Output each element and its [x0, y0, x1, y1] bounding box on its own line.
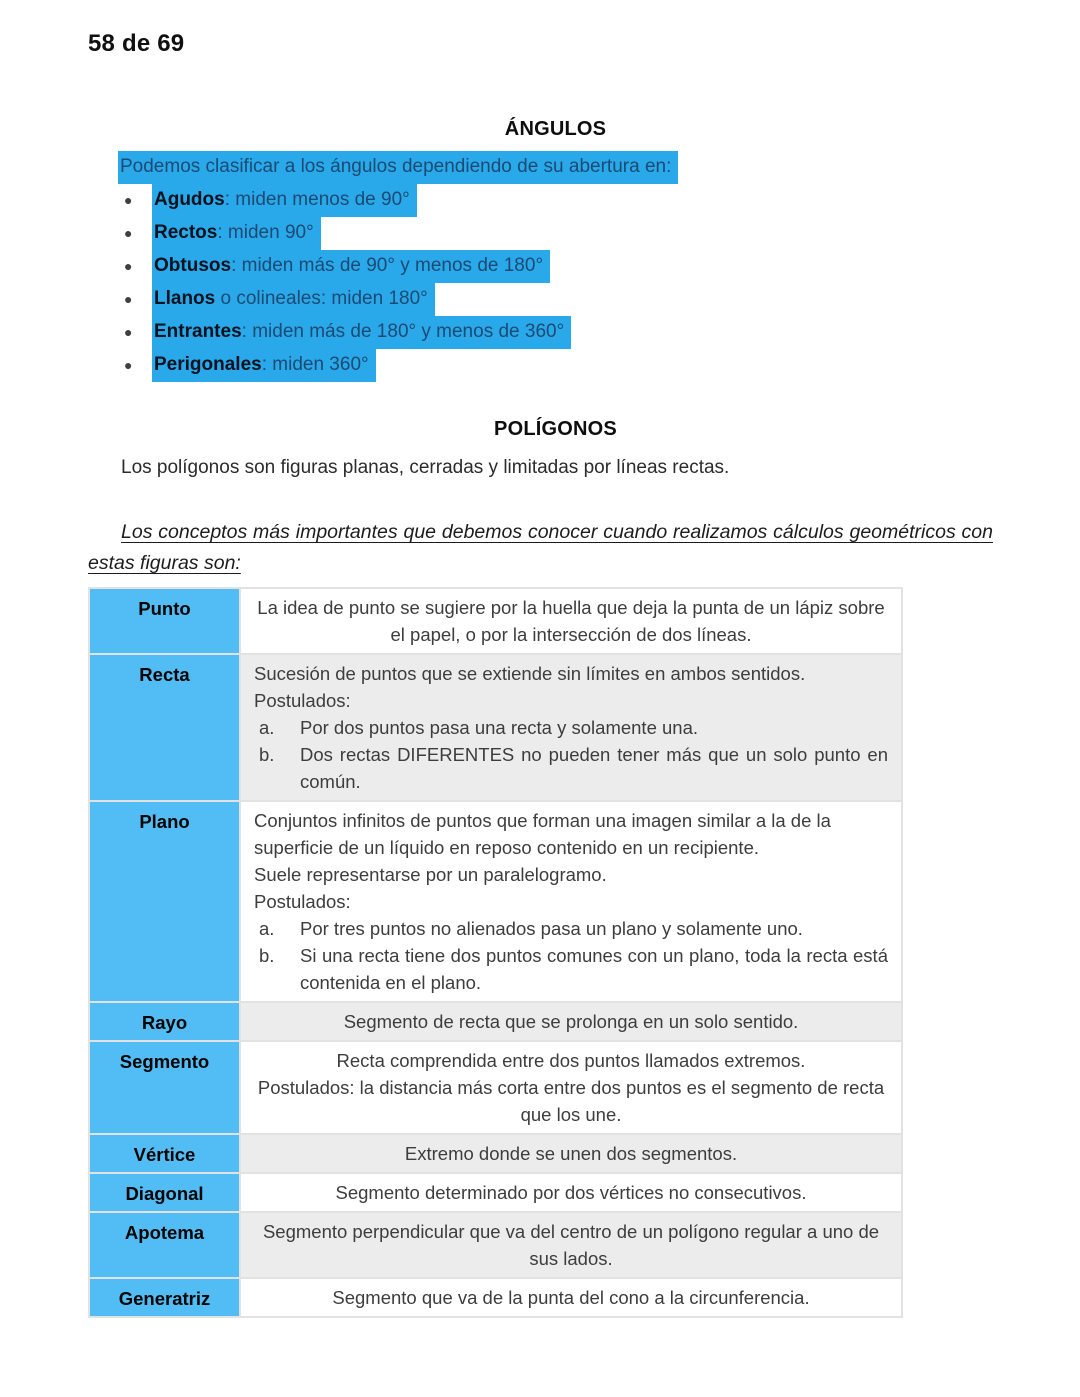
bullet-icon: ●	[124, 357, 133, 373]
table-row-diagonal	[89, 1173, 902, 1212]
row-definition	[240, 1041, 902, 1134]
table-row-generatriz	[89, 1278, 902, 1317]
row-definition: La idea de punto se sugiere por la huella que deja la punta de un lápiz sobre el papel, o por la intersección de dos líneas.	[240, 588, 902, 654]
row-term: Apotema	[89, 1212, 240, 1278]
item-marker: a.	[259, 918, 275, 939]
postulado-item-b	[254, 741, 888, 795]
list-item-llanos	[118, 283, 993, 316]
table-row-punto	[89, 588, 902, 654]
item-text: Si una recta tiene dos puntos comunes con un plano, toda la recta está contenida en el plano.	[300, 945, 888, 993]
angulos-intro-highlight: Podemos clasificar a los ángulos dependiendo de su abertura en:	[118, 151, 678, 184]
poligonos-paragraph: Los polígonos son figuras planas, cerradas y limitadas por líneas rectas.	[121, 457, 730, 478]
concepts-table	[88, 587, 903, 1318]
definition-line: Recta comprendida entre dos puntos llamados extremos.	[336, 1050, 806, 1071]
row-term: Generatriz	[89, 1278, 240, 1317]
term-label: Perigonales	[154, 354, 262, 375]
definition-line: Postulados: la distancia más corta entre dos puntos es el segmento de recta que los une.	[257, 1077, 885, 1125]
row-definition: Segmento perpendicular que va del centro de un polígono regular a uno de sus lados.	[240, 1212, 902, 1278]
term-definition: : miden 90°	[217, 222, 314, 243]
item-text: Dos rectas DIFERENTES no pueden tener más que un solo punto en común.	[300, 744, 888, 792]
row-term: Punto	[89, 588, 240, 654]
definition-line: Sucesión de puntos que se extiende sin límites en ambos sentidos.	[254, 663, 806, 684]
poligonos-title: POLÍGONOS	[494, 418, 617, 440]
postulados-label: Postulados:	[254, 690, 351, 711]
list-item-obtusos	[118, 250, 993, 283]
term-definition: : miden más de 90° y menos de 180°	[231, 255, 544, 276]
row-term: Diagonal	[89, 1173, 240, 1212]
bullet-icon: ●	[124, 324, 133, 340]
item-marker: b.	[259, 744, 275, 765]
term-label: Agudos	[154, 189, 225, 210]
term-definition: : miden 360°	[261, 354, 369, 375]
section-poligonos	[118, 418, 993, 481]
row-definition: Segmento que va de la punta del cono a la circunferencia.	[240, 1278, 902, 1317]
angulos-intro-line	[118, 151, 993, 184]
highlighted-text	[152, 184, 417, 217]
definition-line: Suele representarse por un paralelogramo.	[254, 864, 607, 885]
angulos-title: ÁNGULOS	[504, 118, 607, 140]
angulos-list	[118, 184, 993, 382]
item-marker: a.	[259, 717, 275, 738]
highlighted-text	[152, 283, 435, 316]
term-definition: : miden más de 180° y menos de 360°	[241, 321, 565, 342]
row-definition: Extremo donde se unen dos segmentos.	[240, 1134, 902, 1173]
row-term: Rayo	[89, 1002, 240, 1041]
table-row-apotema	[89, 1212, 902, 1278]
row-definition	[240, 654, 902, 801]
list-item-perigonales	[118, 349, 993, 382]
item-text: Por tres puntos no alienados pasa un plano y solamente uno.	[300, 918, 803, 939]
highlighted-text	[152, 217, 321, 250]
row-term: Vértice	[89, 1134, 240, 1173]
highlighted-text	[152, 316, 571, 349]
postulado-item-a	[254, 915, 888, 942]
list-item-agudos	[118, 184, 993, 217]
term-label: Obtusos	[154, 255, 232, 276]
list-item-entrantes	[118, 316, 993, 349]
list-item-rectos	[118, 217, 993, 250]
table-row-segmento	[89, 1041, 902, 1134]
row-term: Recta	[89, 654, 240, 801]
item-marker: b.	[259, 945, 275, 966]
table-row-recta	[89, 654, 902, 801]
term-definition: o colineales: miden 180°	[215, 288, 428, 309]
postulado-item-a	[254, 714, 888, 741]
table-row-plano	[89, 801, 902, 1002]
section-angulos	[118, 118, 993, 382]
definition-line: Conjuntos infinitos de puntos que forman una imagen similar a la de la superficie de un líquido en reposo contenido en un recipiente.	[254, 810, 831, 858]
row-definition: Segmento de recta que se prolonga en un solo sentido.	[240, 1002, 902, 1041]
bullet-icon: ●	[124, 192, 133, 208]
row-term: Segmento	[89, 1041, 240, 1134]
row-definition: Segmento determinado por dos vértices no consecutivos.	[240, 1173, 902, 1212]
row-definition	[240, 801, 902, 1002]
term-definition: : miden menos de 90°	[224, 189, 410, 210]
table-row-vertice	[89, 1134, 902, 1173]
term-label: Llanos	[154, 288, 216, 309]
concepts-note: Los conceptos más importantes que debemos conocer cuando realizamos cálculos geométricos con estas figuras son:	[88, 521, 993, 574]
table-row-rayo	[89, 1002, 902, 1041]
highlighted-text	[152, 250, 550, 283]
term-label: Entrantes	[154, 321, 242, 342]
page-number: 58 de 69	[88, 30, 185, 57]
highlighted-text	[152, 349, 376, 382]
row-term: Plano	[89, 801, 240, 1002]
bullet-icon: ●	[124, 291, 133, 307]
term-label: Rectos	[154, 222, 218, 243]
postulado-item-b	[254, 942, 888, 996]
postulados-label: Postulados:	[254, 891, 351, 912]
bullet-icon: ●	[124, 258, 133, 274]
bullet-icon: ●	[124, 225, 133, 241]
item-text: Por dos puntos pasa una recta y solamente una.	[300, 717, 699, 738]
